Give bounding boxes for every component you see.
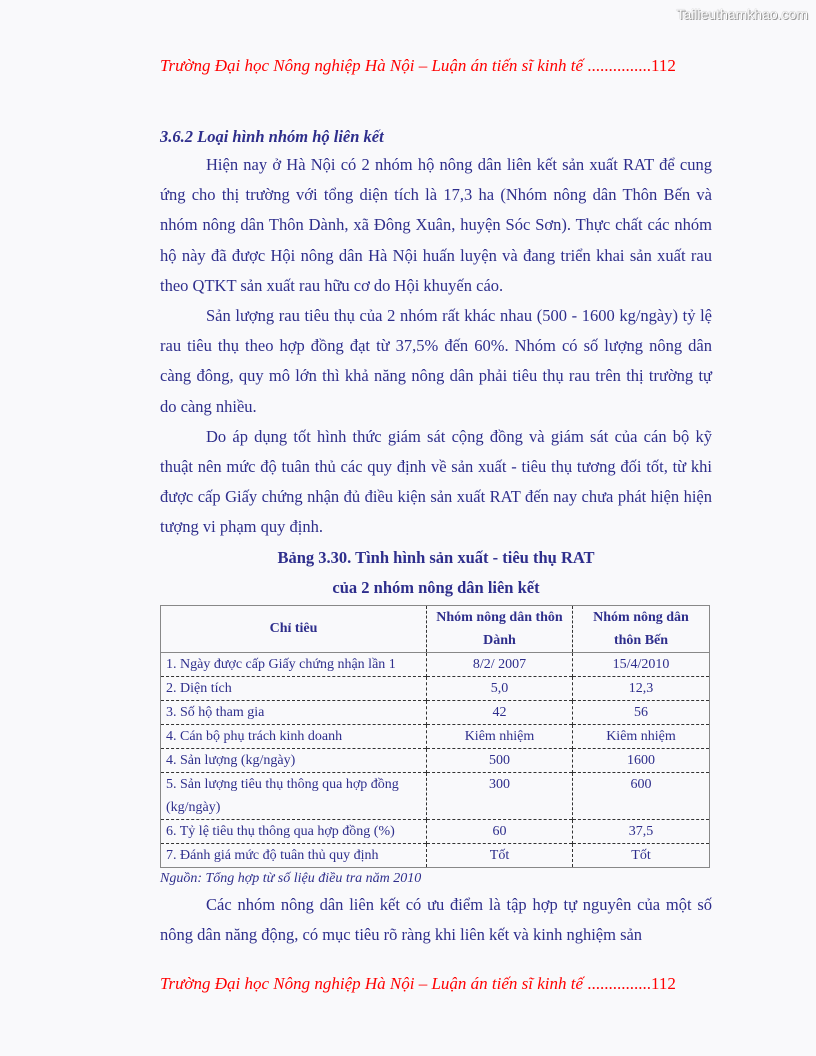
paragraph: Hiện nay ở Hà Nội có 2 nhóm hộ nông dân liên kết sản xuất RAT để cung ứng cho thị trường với tổng diện tích là 17,3 ha (Nhóm nông dân Thôn Bến và nhóm nông dân Thôn Dành, xã Đông Xuân, huyện Sóc Sơn). Thực chất các nhóm hộ này đã được Hội nông dân Hà Nội huấn luyện và đang triển khai sản xuất rau theo QTKT sản xuất rau hữu cơ do Hội khuyến cáo.	[160, 155, 712, 295]
cell: 8/2/ 2007	[427, 652, 573, 676]
cell: 500	[427, 748, 573, 772]
cell: 42	[427, 700, 573, 724]
cell: Tốt	[573, 843, 710, 867]
cell: 600	[573, 772, 710, 819]
footer-dots: ...............	[587, 974, 652, 993]
cell: 1. Ngày được cấp Giấy chứng nhận lần 1	[161, 652, 427, 676]
table-row	[161, 676, 710, 700]
cell: Kiêm nhiệm	[573, 724, 710, 748]
table-row	[161, 843, 710, 867]
table-row	[161, 772, 710, 819]
cell: 15/4/2010	[573, 652, 710, 676]
cell: 2. Diện tích	[161, 676, 427, 700]
table-row	[161, 724, 710, 748]
paragraph: Các nhóm nông dân liên kết có ưu điểm là tập hợp tự nguyên của một số nông dân năng động, có mục tiêu rõ ràng khi liên kết và kinh nghiệm sản	[160, 894, 712, 944]
page-footer	[160, 974, 712, 994]
col-header: Nhóm nông dân thôn Dành	[427, 605, 573, 652]
watermark: Tailieuthamkhao.com	[676, 6, 808, 22]
data-table	[160, 605, 710, 868]
cell: 5. Sản lượng tiêu thụ thông qua hợp đồng (kg/ngày)	[161, 772, 427, 819]
table-row	[161, 748, 710, 772]
cell: 60	[427, 819, 573, 843]
cell: 6. Tỷ lệ tiêu thụ thông qua hợp đồng (%)	[161, 819, 427, 843]
paragraph: Do áp dụng tốt hình thức giám sát cộng đồng và giám sát của cán bộ kỹ thuật nên mức độ tuân thủ các quy định về sản xuất - tiêu thụ tương đối tốt, từ khi được cấp Giấy chứng nhận đủ điều kiện sản xuất RAT đến nay chưa phát hiện hiện tượng vi phạm quy định.	[160, 426, 712, 537]
cell: 5,0	[427, 676, 573, 700]
table-row	[161, 700, 710, 724]
cell: 3. Số hộ tham gia	[161, 700, 427, 724]
col-header: Chỉ tiêu	[161, 605, 427, 652]
page-number: 112	[651, 56, 676, 75]
cell: 12,3	[573, 676, 710, 700]
table-caption: Bảng 3.30. Tình hình sản xuất - tiêu thụ RAT	[277, 547, 595, 567]
col-header: Nhóm nông dân thôn Bến	[573, 605, 710, 652]
table-row	[161, 652, 710, 676]
cell: 1600	[573, 748, 710, 772]
cell: Kiêm nhiệm	[427, 724, 573, 748]
section-title: 3.6.2 Loại hình nhóm hộ liên kết	[160, 127, 384, 146]
paragraph: Sản lượng rau tiêu thụ của 2 nhóm rất khác nhau (500 - 1600 kg/ngày) tỷ lệ rau tiêu thụ theo hợp đồng đạt từ 37,5% đến 60%. Nhóm có số lượng nông dân càng đông, quy mô lớn thì khả năng nông dân phải tiêu thụ rau trên thị trường tự do càng nhiều.	[160, 306, 712, 416]
cell: 300	[427, 772, 573, 819]
cell: Tốt	[427, 843, 573, 867]
table-row	[161, 819, 710, 843]
table-header-row	[161, 605, 710, 652]
footer-page-number: 112	[651, 974, 676, 993]
cell: 7. Đánh giá mức độ tuân thủ quy định	[161, 843, 427, 867]
cell: 56	[573, 700, 710, 724]
cell: 4. Sản lượng (kg/ngày)	[161, 748, 427, 772]
page-header	[160, 56, 712, 76]
header-dots: ...............	[587, 56, 652, 75]
table-source: Nguồn: Tổng hợp từ số liệu điều tra năm 2010	[160, 870, 422, 886]
footer-text: Trường Đại học Nông nghiệp Hà Nội – Luận án tiến sĩ kinh tế	[160, 974, 588, 993]
cell: 4. Cán bộ phụ trách kinh doanh	[161, 724, 427, 748]
table-caption-sub: của 2 nhóm nông dân liên kết	[332, 577, 540, 597]
document-body	[160, 124, 712, 950]
header-text: Trường Đại học Nông nghiệp Hà Nội – Luận án tiến sĩ kinh tế	[160, 56, 588, 75]
cell: 37,5	[573, 819, 710, 843]
